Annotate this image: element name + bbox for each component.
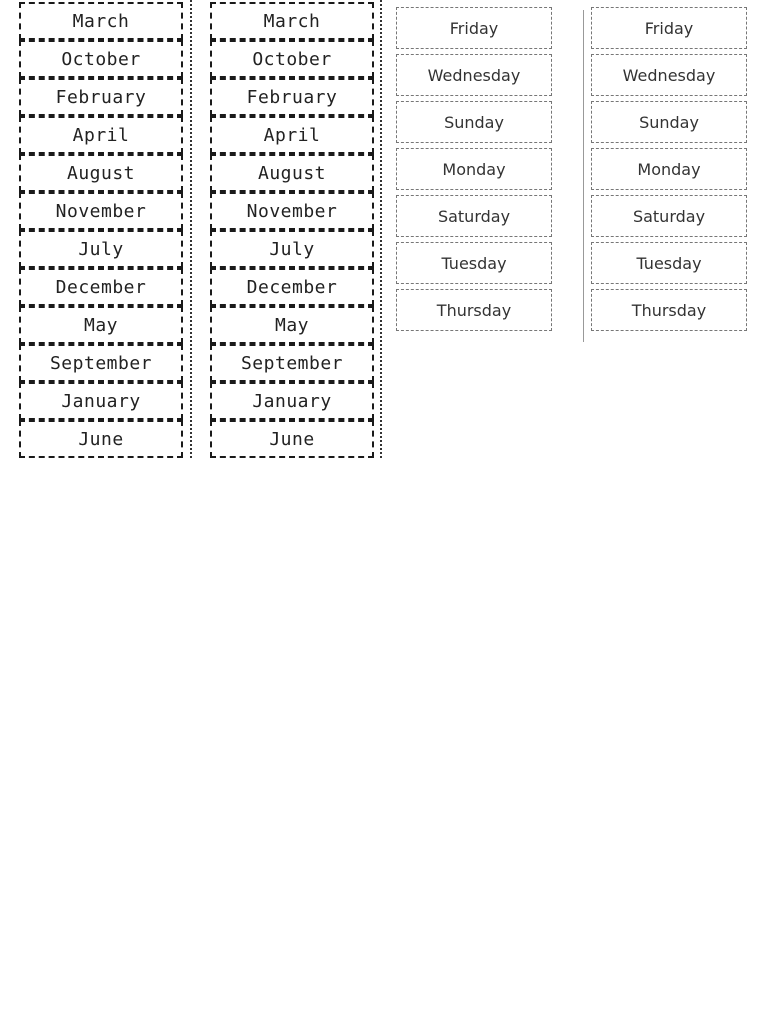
month-card: August bbox=[210, 154, 374, 192]
cut-line bbox=[380, 0, 382, 458]
day-card: Monday bbox=[396, 148, 552, 190]
month-card: May bbox=[19, 306, 183, 344]
month-card: February bbox=[19, 78, 183, 116]
month-card: March bbox=[210, 2, 374, 40]
divider-line bbox=[583, 10, 584, 342]
month-card: January bbox=[19, 382, 183, 420]
day-card: Friday bbox=[396, 7, 552, 49]
day-card: Friday bbox=[591, 7, 747, 49]
day-card: Tuesday bbox=[396, 242, 552, 284]
month-card: November bbox=[19, 192, 183, 230]
month-card: March bbox=[19, 2, 183, 40]
month-card: June bbox=[19, 420, 183, 458]
day-card: Wednesday bbox=[591, 54, 747, 96]
day-card: Sunday bbox=[591, 101, 747, 143]
day-strip-right bbox=[591, 7, 747, 336]
month-card: October bbox=[210, 40, 374, 78]
month-card: September bbox=[210, 344, 374, 382]
day-card: Monday bbox=[591, 148, 747, 190]
day-card: Saturday bbox=[591, 195, 747, 237]
month-card: December bbox=[210, 268, 374, 306]
month-card: February bbox=[210, 78, 374, 116]
month-card: October bbox=[19, 40, 183, 78]
day-strip-left bbox=[396, 7, 552, 336]
month-card: November bbox=[210, 192, 374, 230]
day-card: Saturday bbox=[396, 195, 552, 237]
month-card: January bbox=[210, 382, 374, 420]
month-strip-right bbox=[210, 2, 374, 458]
cut-line bbox=[190, 0, 192, 458]
month-card: April bbox=[210, 116, 374, 154]
day-card: Tuesday bbox=[591, 242, 747, 284]
month-card: May bbox=[210, 306, 374, 344]
month-card: December bbox=[19, 268, 183, 306]
month-card: June bbox=[210, 420, 374, 458]
month-card: July bbox=[19, 230, 183, 268]
day-card: Wednesday bbox=[396, 54, 552, 96]
month-card: April bbox=[19, 116, 183, 154]
day-card: Sunday bbox=[396, 101, 552, 143]
day-card: Thursday bbox=[591, 289, 747, 331]
month-strip-left bbox=[19, 2, 183, 458]
month-card: July bbox=[210, 230, 374, 268]
printable-sheet bbox=[0, 0, 768, 460]
month-card: September bbox=[19, 344, 183, 382]
month-card: August bbox=[19, 154, 183, 192]
day-card: Thursday bbox=[396, 289, 552, 331]
